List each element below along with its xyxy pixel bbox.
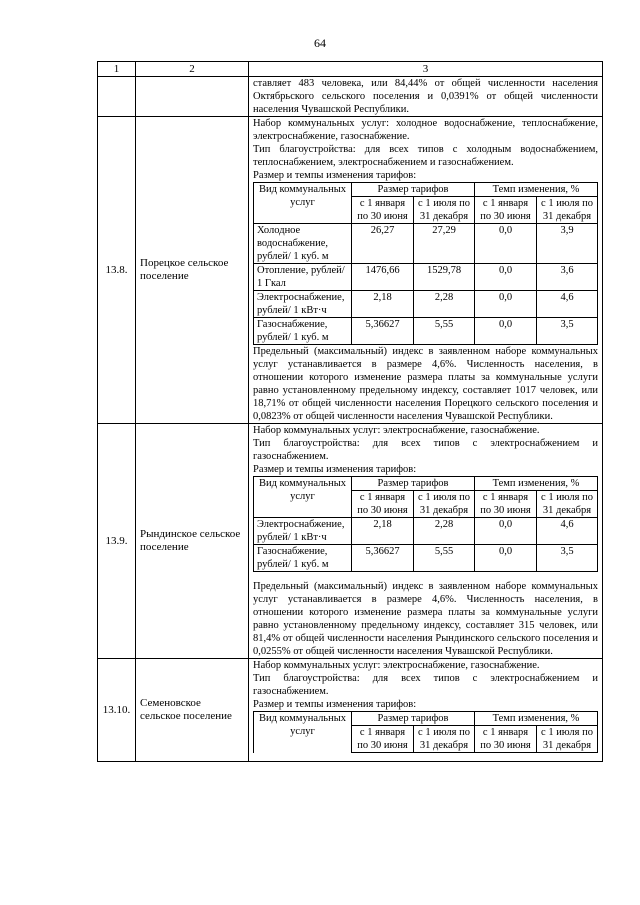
continuation-text: ставляет 483 человека, или 84,44% от общей численности населения Октябрьского сельского поселения и 0,0391% от общей численности населения Чувашской Республики.: [253, 78, 598, 115]
column-header: 1: [98, 62, 136, 77]
tariff-value: 26,27: [352, 224, 414, 264]
tariff-value: 2,28: [414, 518, 475, 545]
tariff-value: 2,28: [414, 291, 475, 318]
tariff-header-row: [254, 477, 598, 491]
tariff-value: 0,0: [475, 545, 537, 572]
tariff-value: 27,29: [414, 224, 475, 264]
tariff-row: [254, 224, 598, 264]
details-line: Тип благоустройства: для всех типов с холодным водоснабжением, теплоснабжением, электроснабжением и газоснабжением.: [253, 144, 598, 168]
settlement-name: Рындинское сельское поселение: [136, 424, 249, 659]
page-number: 64: [314, 36, 326, 50]
settlement-rows: [98, 117, 603, 762]
period-header: с 1 января по 30 июня: [352, 726, 414, 753]
service-label: Отопление, рублей/ 1 Гкал: [254, 264, 352, 291]
tariff-value: 5,55: [414, 318, 475, 345]
period-header: с 1 июля по 31 декабря: [537, 726, 598, 753]
period-header: с 1 июля по 31 декабря: [537, 491, 598, 518]
details-line: Размер и темпы изменения тарифов:: [253, 464, 417, 475]
tariff-row: [254, 318, 598, 345]
period-header: с 1 января по 30 июня: [475, 197, 537, 224]
tariff-row: [254, 545, 598, 572]
period-header: с 1 января по 30 июня: [475, 726, 537, 753]
period-header: с 1 января по 30 июня: [352, 197, 414, 224]
tariff-value: 0,0: [475, 224, 537, 264]
period-header: с 1 июля по 31 декабря: [414, 491, 475, 518]
details-line: Набор коммунальных услуг: холодное водоснабжение, теплоснабжение, электроснабжение, газоснабжение.: [253, 118, 598, 142]
settlement-details: [249, 424, 603, 659]
change-rate-header: Темп изменения, %: [475, 712, 598, 726]
period-header: с 1 июля по 31 декабря: [537, 197, 598, 224]
service-label: Холодное водоснабжение, рублей/ 1 куб. м: [254, 224, 352, 264]
tariff-value: 5,36627: [352, 318, 414, 345]
tariff-value: 3,6: [537, 264, 598, 291]
tariff-value: 3,5: [537, 545, 598, 572]
tariff-header-row: [254, 712, 598, 726]
column-header: 3: [249, 62, 603, 77]
period-header: с 1 января по 30 июня: [475, 491, 537, 518]
period-header: с 1 июля по 31 декабря: [414, 197, 475, 224]
details-text: [249, 424, 602, 476]
tariff-value: 2,18: [352, 518, 414, 545]
service-kind-header: Вид коммунальных услуг: [254, 183, 352, 224]
row-number: 13.9.: [98, 424, 136, 659]
settlement-row: [98, 659, 603, 762]
tariff-table: [253, 711, 598, 753]
tariff-value: 5,55: [414, 545, 475, 572]
settlement-name: Семеновское сельское поселение: [136, 659, 249, 762]
spacer: [249, 753, 602, 761]
tariff-value: 4,6: [537, 518, 598, 545]
tariff-value: 5,36627: [352, 545, 414, 572]
settlement-details: [249, 117, 603, 424]
row-number: 13.8.: [98, 117, 136, 424]
tariff-row: [254, 264, 598, 291]
tariff-table: [253, 182, 598, 345]
tariff-table: [253, 476, 598, 572]
service-label: Газоснабжение, рублей/ 1 куб. м: [254, 318, 352, 345]
service-label: Газоснабжение, рублей/ 1 куб. м: [254, 545, 352, 572]
period-header: с 1 июля по 31 декабря: [414, 726, 475, 753]
tariff-value: 0,0: [475, 264, 537, 291]
settlement-name: Порецкое сельское поселение: [136, 117, 249, 424]
tariff-value: 3,9: [537, 224, 598, 264]
details-text: [249, 659, 602, 711]
tariff-size-header: Размер тарифов: [352, 712, 475, 726]
column-number-row: [98, 62, 603, 77]
index-text: Предельный (максимальный) индекс в заявленном наборе коммунальных услуг устанавливается в размере 4,6%. Численность населения, в отношении которого изменение размера платы за коммунальные услуги равно установленному предельному индексу, составляет 1017 человек, или 18,71% от общей численности населения Порецкого сельского поселения и 0,0823% от общей численности населения Чувашской Республики.: [253, 346, 598, 422]
spacer: [249, 572, 602, 580]
main-table: [97, 61, 603, 762]
tariff-value: 3,5: [537, 318, 598, 345]
continuation-row: [98, 77, 603, 117]
change-rate-header: Темп изменения, %: [475, 183, 598, 197]
tariff-row: [254, 518, 598, 545]
change-rate-header: Темп изменения, %: [475, 477, 598, 491]
settlement-row: [98, 117, 603, 424]
details-line: Тип благоустройства: для всех типов с электроснабжением и газоснабжением.: [253, 673, 598, 697]
tariff-value: 1529,78: [414, 264, 475, 291]
details-text: [249, 117, 602, 182]
tariff-value: 0,0: [475, 291, 537, 318]
tariff-size-header: Размер тарифов: [352, 477, 475, 491]
service-label: Электроснабжение, рублей/ 1 кВт·ч: [254, 291, 352, 318]
details-line: Набор коммунальных услуг: электроснабжение, газоснабжение.: [253, 425, 540, 436]
column-header: 2: [136, 62, 249, 77]
tariff-row: [254, 291, 598, 318]
period-header: с 1 января по 30 июня: [352, 491, 414, 518]
service-label: Электроснабжение, рублей/ 1 кВт·ч: [254, 518, 352, 545]
row-number: 13.10.: [98, 659, 136, 762]
service-kind-header: Вид коммунальных услуг: [254, 477, 352, 518]
details-line: Размер и темпы изменения тарифов:: [253, 170, 417, 181]
details-line: Набор коммунальных услуг: электроснабжение, газоснабжение.: [253, 660, 540, 671]
tariff-header-row: [254, 183, 598, 197]
settlement-row: [98, 424, 603, 659]
details-line: Тип благоустройства: для всех типов с электроснабжением и газоснабжением.: [253, 438, 598, 462]
tariff-size-header: Размер тарифов: [352, 183, 475, 197]
tariff-value: 1476,66: [352, 264, 414, 291]
tariff-value: 0,0: [475, 518, 537, 545]
settlement-details: [249, 659, 603, 762]
details-line: Размер и темпы изменения тарифов:: [253, 699, 417, 710]
index-text: Предельный (максимальный) индекс в заявленном наборе коммунальных услуг устанавливается в размере 4,6%. Численность населения, в отношении которого изменение размера платы за коммунальные услуги равно установленному предельному индексу, составляет 315 человек, или 81,4% от общей численности населения Рындинского сельского поселения и 0,0255% от общей численности населения Чувашской Республики.: [253, 581, 598, 657]
service-kind-header: Вид коммунальных услуг: [254, 712, 352, 753]
tariff-value: 4,6: [537, 291, 598, 318]
tariff-value: 2,18: [352, 291, 414, 318]
tariff-value: 0,0: [475, 318, 537, 345]
